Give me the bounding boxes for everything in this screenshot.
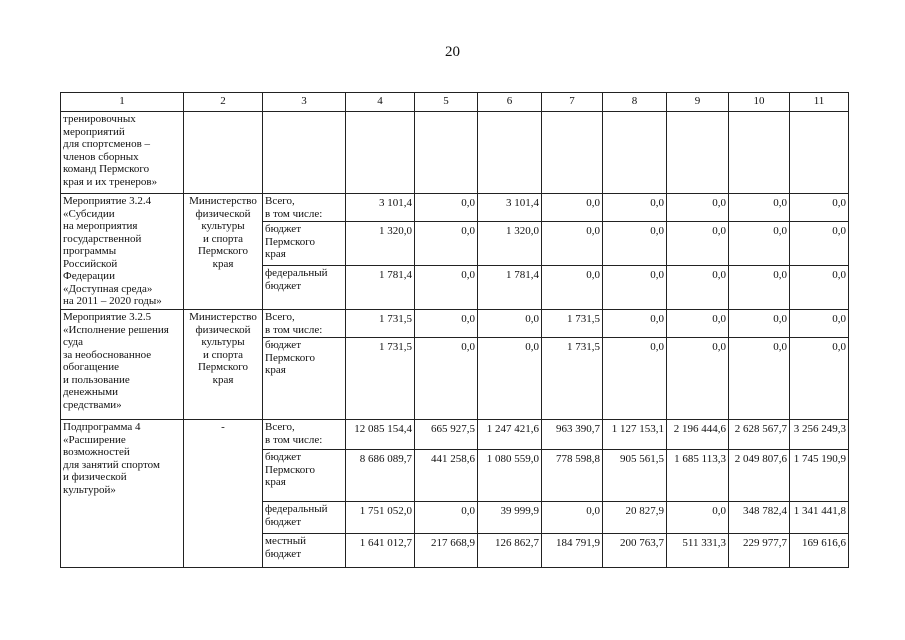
value-cell: 0,0 — [542, 266, 603, 310]
value-cell: 1 781,4 — [346, 266, 415, 310]
value-cell: 0,0 — [790, 222, 849, 266]
measure-cell: Подпрограмма 4 «Расширение возможностей для занятий спортом и физической культурой» — [61, 420, 184, 568]
value-cell: 511 331,3 — [667, 534, 729, 568]
funding-source-cell: Всего, в том числе: — [263, 194, 346, 222]
column-header: 5 — [415, 93, 478, 112]
value-cell: 0,0 — [603, 338, 667, 420]
value-cell: 3 101,4 — [346, 194, 415, 222]
value-cell: 905 561,5 — [603, 450, 667, 502]
measure-cell: тренировочных мероприятий для спортсменов – членов сборных команд Пермского края и их тренеров» — [61, 112, 184, 194]
value-cell: 0,0 — [790, 338, 849, 420]
column-header: 7 — [542, 93, 603, 112]
funding-source-cell: федеральный бюджет — [263, 502, 346, 534]
column-header: 4 — [346, 93, 415, 112]
header-row — [61, 93, 849, 112]
value-cell: 0,0 — [603, 222, 667, 266]
value-cell: 1 745 190,9 — [790, 450, 849, 502]
executor-cell — [184, 112, 263, 194]
column-header: 1 — [61, 93, 184, 112]
value-cell: 0,0 — [478, 310, 542, 338]
value-cell: 0,0 — [415, 338, 478, 420]
measure-cell: Мероприятие 3.2.4 «Субсидии на мероприятия государственной программы Российской Федерации «Доступная среда» на 2011 – 2020 годы» — [61, 194, 184, 310]
value-cell: 0,0 — [729, 222, 790, 266]
value-cell: 0,0 — [478, 338, 542, 420]
value-cell: 0,0 — [603, 310, 667, 338]
value-cell: 0,0 — [729, 310, 790, 338]
column-header: 11 — [790, 93, 849, 112]
value-cell: 348 782,4 — [729, 502, 790, 534]
table-row — [61, 194, 849, 222]
value-cell: 1 751 052,0 — [346, 502, 415, 534]
budget-table — [60, 92, 849, 568]
value-cell: 0,0 — [603, 194, 667, 222]
value-cell: 441 258,6 — [415, 450, 478, 502]
value-cell: 0,0 — [667, 194, 729, 222]
value-cell: 1 781,4 — [478, 266, 542, 310]
value-cell: 1 731,5 — [346, 338, 415, 420]
value-cell — [542, 112, 603, 194]
value-cell: 1 320,0 — [346, 222, 415, 266]
value-cell — [790, 112, 849, 194]
value-cell: 2 628 567,7 — [729, 420, 790, 450]
funding-source-cell: Всего, в том числе: — [263, 310, 346, 338]
value-cell: 1 127 153,1 — [603, 420, 667, 450]
value-cell: 963 390,7 — [542, 420, 603, 450]
value-cell: 1 080 559,0 — [478, 450, 542, 502]
value-cell: 0,0 — [415, 194, 478, 222]
column-header: 9 — [667, 93, 729, 112]
value-cell: 2 049 807,6 — [729, 450, 790, 502]
value-cell: 0,0 — [729, 194, 790, 222]
value-cell: 126 862,7 — [478, 534, 542, 568]
value-cell: 1 731,5 — [542, 310, 603, 338]
value-cell: 0,0 — [542, 222, 603, 266]
value-cell: 0,0 — [790, 266, 849, 310]
value-cell: 0,0 — [790, 310, 849, 338]
funding-source-cell: бюджет Пермского края — [263, 338, 346, 420]
value-cell: 1 641 012,7 — [346, 534, 415, 568]
value-cell: 0,0 — [415, 502, 478, 534]
value-cell — [667, 112, 729, 194]
value-cell: 12 085 154,4 — [346, 420, 415, 450]
value-cell: 0,0 — [790, 194, 849, 222]
value-cell: 0,0 — [542, 502, 603, 534]
funding-source-cell: Всего, в том числе: — [263, 420, 346, 450]
funding-source-cell — [263, 112, 346, 194]
value-cell: 0,0 — [729, 338, 790, 420]
executor-cell: Министерство физической культуры и спорта Пермского края — [184, 310, 263, 420]
value-cell — [415, 112, 478, 194]
executor-cell: - — [184, 420, 263, 568]
column-header: 2 — [184, 93, 263, 112]
value-cell: 1 731,5 — [542, 338, 603, 420]
value-cell: 3 101,4 — [478, 194, 542, 222]
value-cell: 1 341 441,8 — [790, 502, 849, 534]
value-cell: 0,0 — [415, 310, 478, 338]
value-cell: 778 598,8 — [542, 450, 603, 502]
funding-source-cell: бюджет Пермского края — [263, 450, 346, 502]
value-cell: 3 256 249,3 — [790, 420, 849, 450]
value-cell — [346, 112, 415, 194]
value-cell: 217 668,9 — [415, 534, 478, 568]
value-cell: 0,0 — [667, 338, 729, 420]
value-cell: 0,0 — [603, 266, 667, 310]
table-row — [61, 112, 849, 194]
value-cell: 1 247 421,6 — [478, 420, 542, 450]
value-cell: 1 731,5 — [346, 310, 415, 338]
column-header: 8 — [603, 93, 667, 112]
funding-source-cell: федеральный бюджет — [263, 266, 346, 310]
column-header: 6 — [478, 93, 542, 112]
table-row — [61, 310, 849, 338]
page-number: 20 — [445, 44, 460, 60]
column-header: 3 — [263, 93, 346, 112]
value-cell: 0,0 — [667, 266, 729, 310]
value-cell: 2 196 444,6 — [667, 420, 729, 450]
value-cell: 200 763,7 — [603, 534, 667, 568]
value-cell: 184 791,9 — [542, 534, 603, 568]
value-cell: 39 999,9 — [478, 502, 542, 534]
funding-source-cell: местный бюджет — [263, 534, 346, 568]
value-cell: 1 685 113,3 — [667, 450, 729, 502]
value-cell: 8 686 089,7 — [346, 450, 415, 502]
value-cell: 0,0 — [667, 310, 729, 338]
value-cell — [603, 112, 667, 194]
value-cell: 0,0 — [667, 502, 729, 534]
value-cell: 169 616,6 — [790, 534, 849, 568]
value-cell — [729, 112, 790, 194]
value-cell: 665 927,5 — [415, 420, 478, 450]
value-cell: 0,0 — [729, 266, 790, 310]
value-cell: 20 827,9 — [603, 502, 667, 534]
column-header: 10 — [729, 93, 790, 112]
value-cell — [478, 112, 542, 194]
value-cell: 0,0 — [542, 194, 603, 222]
value-cell: 1 320,0 — [478, 222, 542, 266]
executor-cell: Министерство физической культуры и спорта Пермского края — [184, 194, 263, 310]
measure-cell: Мероприятие 3.2.5 «Исполнение решения суда за необоснованное обогащение и пользование денежными средствами» — [61, 310, 184, 420]
table-row — [61, 420, 849, 450]
funding-source-cell: бюджет Пермского края — [263, 222, 346, 266]
value-cell: 229 977,7 — [729, 534, 790, 568]
value-cell: 0,0 — [667, 222, 729, 266]
value-cell: 0,0 — [415, 266, 478, 310]
value-cell: 0,0 — [415, 222, 478, 266]
